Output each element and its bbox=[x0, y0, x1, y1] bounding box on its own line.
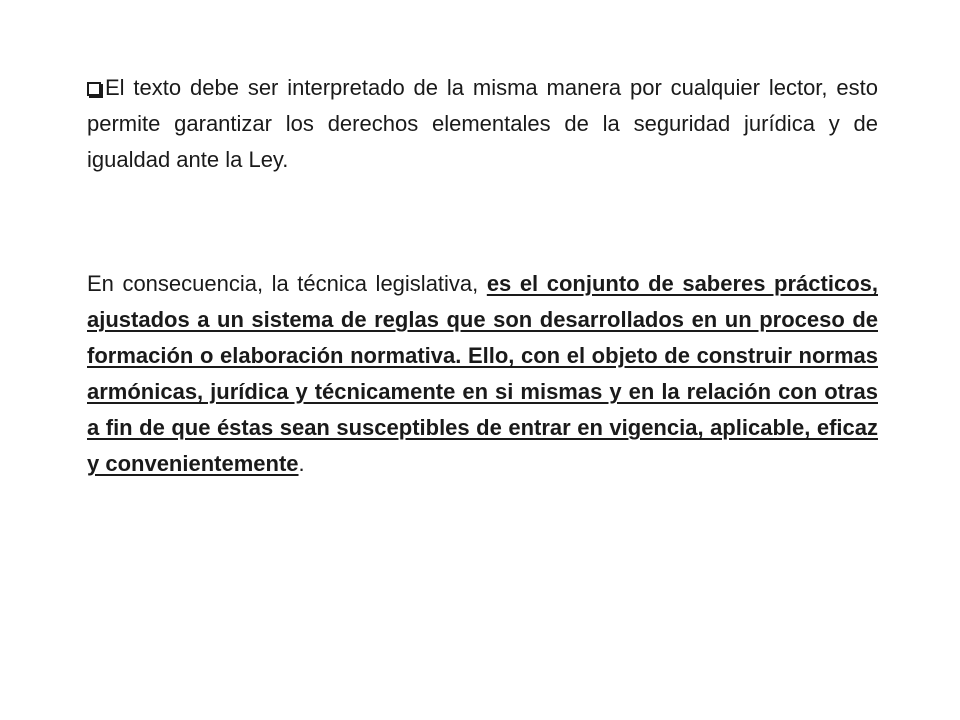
definition-lead-text: En consecuencia, la técnica legislativa, bbox=[87, 271, 487, 296]
checkbox-bullet-icon bbox=[87, 82, 101, 96]
bullet-paragraph bbox=[87, 70, 878, 178]
definition-emphasis-text: es el conjunto de saberes prácticos, ajustados a un sistema de reglas que son desarrollados en un proceso de formación o elaboración normativa. Ello, con el objeto de construir normas armónicas, jurídica y técnicamente en si mismas y en la relación con otras a fin de que éstas sean susceptibles de entrar en vigencia, aplicable, eficaz y convenientemente bbox=[87, 271, 878, 476]
bullet-paragraph-text: El texto debe ser interpretado de la misma manera por cualquier lector, esto permite garantizar los derechos elementales de la seguridad jurídica y de igualdad ante la Ley. bbox=[87, 75, 878, 172]
definition-paragraph bbox=[87, 266, 878, 482]
definition-tail-text: . bbox=[298, 451, 305, 476]
